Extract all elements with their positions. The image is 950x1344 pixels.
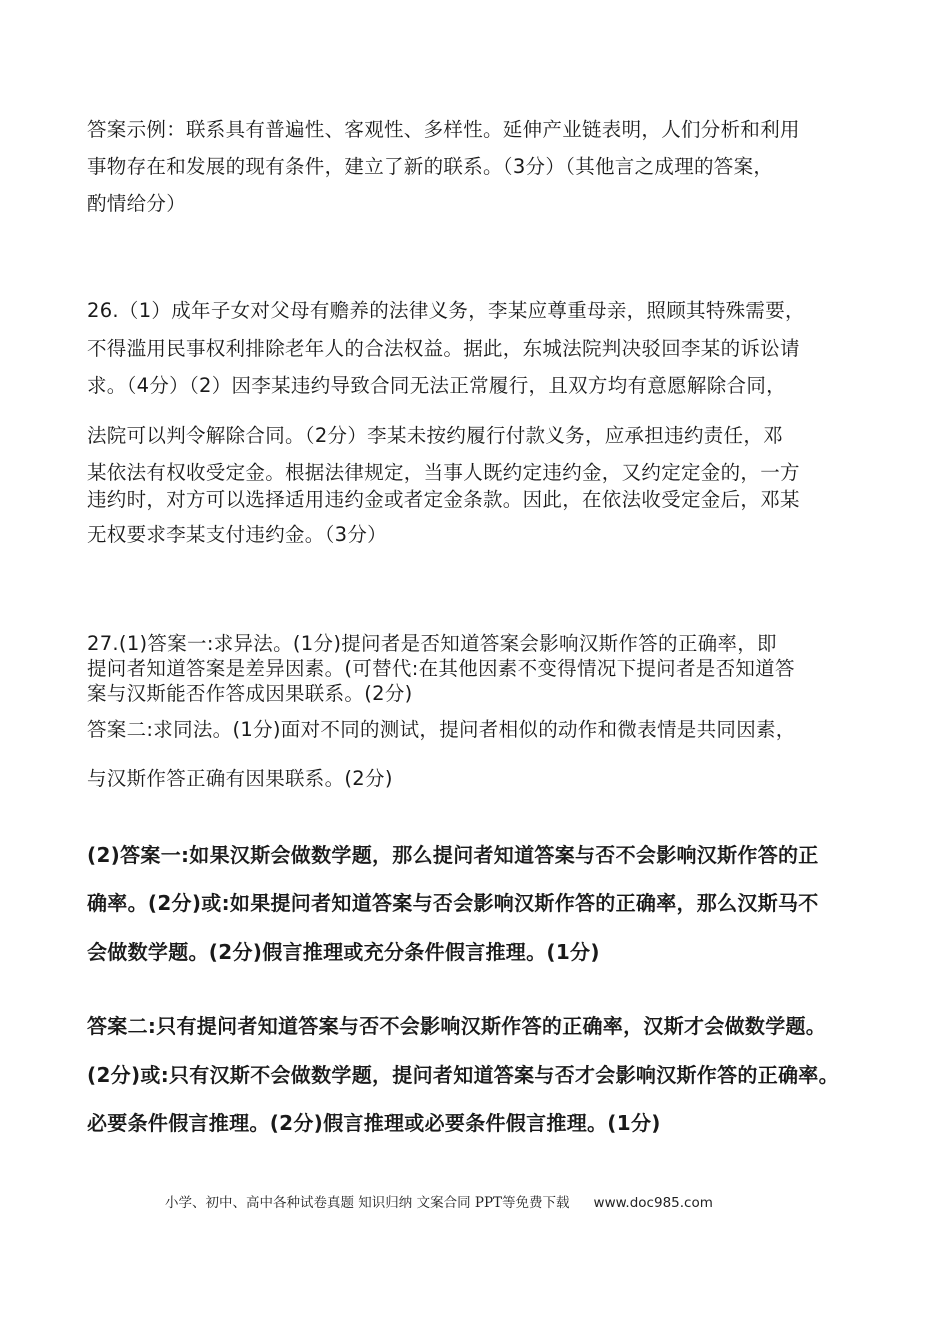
answer-example-line-3: 酌情给分） [87, 192, 187, 215]
answer-example-line-2: 事物存在和发展的现有条件，建立了新的联系。（3分）（其他言之成理的答案， [87, 155, 774, 178]
q27-2-line-6: 必要条件假言推理。(2分)假言推理或必要条件假言推理。(1分) [87, 1111, 661, 1135]
q27-1-line-4: 答案二:求同法。(1分)面对不同的测试，提问者相似的动作和微表情是共同因素， [87, 718, 796, 741]
q26-line-3: 求。（4分）（2）因李某违约导致合同无法正常履行，且双方均有意愿解除合同， [87, 374, 786, 397]
q26-line-4: 法院可以判令解除合同。（2分）李某未按约履行付款义务，应承担违约责任，邓 [87, 424, 783, 447]
q27-2-line-4: 答案二:只有提问者知道答案与否不会影响汉斯作答的正确率，汉斯才会做数学题。 [87, 1014, 827, 1038]
page-footer [165, 1191, 713, 1211]
q26-line-5: 某依法有权收受定金。根据法律规定，当事人既约定违约金，又约定定金的，一方 [87, 461, 800, 484]
q26-line-7: 无权要求李某支付违约金。（3分） [87, 523, 387, 546]
q27-1-line-5: 与汉斯作答正确有因果联系。(2分) [87, 767, 393, 790]
footer-text: 小学、初中、高中各种试卷真题 知识归纳 文案合同 PPT等免费下载 [165, 1195, 570, 1211]
q27-2-line-1: (2)答案一:如果汉斯会做数学题，那么提问者知道答案与否不会影响汉斯作答的正 [87, 843, 819, 867]
q26-line-1: 26.（1）成年子女对父母有赡养的法律义务，李某应尊重母亲，照顾其特殊需要， [87, 299, 805, 322]
q27-2-line-3: 会做数学题。(2分)假言推理或充分条件假言推理。(1分) [87, 940, 600, 964]
q27-1-line-2: 提问者知道答案是差异因素。(可替代:在其他因素不变得情况下提问者是否知道答 [87, 657, 795, 680]
q27-1-line-1: 27.(1)答案一:求异法。(1分)提问者是否知道答案会影响汉斯作答的正确率，即 [87, 632, 777, 655]
q26-line-2: 不得滥用民事权利排除老年人的合法权益。据此，东城法院判决驳回李某的诉讼请 [87, 337, 800, 360]
q27-2-line-5: (2分)或:只有汉斯不会做数学题，提问者知道答案与否才会影响汉斯作答的正确率。 [87, 1063, 839, 1087]
footer-url[interactable]: www.doc985.com [593, 1195, 713, 1211]
q27-1-line-3: 案与汉斯能否作答成因果联系。(2分) [87, 682, 413, 705]
q27-2-line-2: 确率。(2分)或:如果提问者知道答案与否会影响汉斯作答的正确率，那么汉斯马不 [87, 891, 819, 915]
q26-line-6: 违约时，对方可以选择适用违约金或者定金条款。因此，在依法收受定金后，邓某 [87, 488, 800, 511]
answer-example-line-1: 答案示例：联系具有普遍性、客观性、多样性。延伸产业链表明，人们分析和利用 [87, 118, 800, 141]
